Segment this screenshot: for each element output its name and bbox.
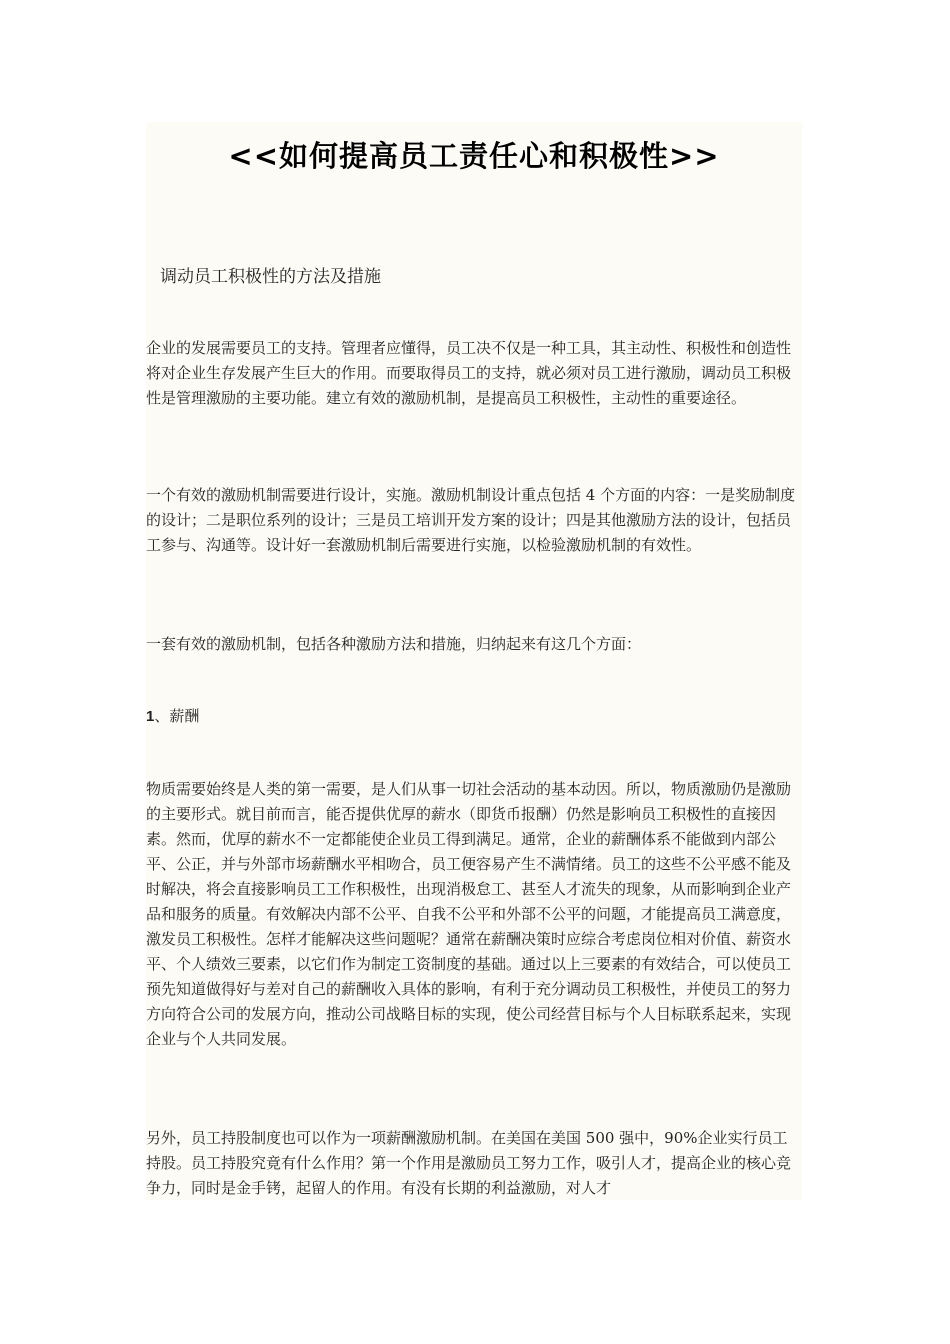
document-subtitle: 调动员工积极性的方法及措施 <box>160 267 381 287</box>
section-heading-salary <box>146 705 199 726</box>
paragraph-employee-stock-ownership: 另外，员工持股制度也可以作为一项薪酬激励机制。在美国在美国 500 强中，90%企业实行员工持股。员工持股究竟有什么作用？第一个作用是激励员工努力工作，吸引人才，提高企业的核心竞争力，同时是金手铐，起留人的作用。有没有长期的利益激励，对人才 <box>146 1129 792 1197</box>
section-separator: 、 <box>154 707 170 725</box>
section-number: 1 <box>146 708 155 725</box>
paragraph-intro: 企业的发展需要员工的支持。管理者应懂得，员工决不仅是一种工具，其主动性、积极性和创造性将对企业生存发展产生巨大的作用。而要取得员工的支持，就必须对员工进行激励，调动员工积极性是管理激励的主要功能。建立有效的激励机制，是提高员工积极性，主动性的重要途径。 <box>146 339 792 407</box>
paragraph-salary-material-needs: 物质需要始终是人类的第一需要，是人们从事一切社会活动的基本动因。所以，物质激励仍是激励的主要形式。就目前而言，能否提供优厚的薪水（即货币报酬）仍然是影响员工积极性的直接因素。然而，优厚的薪水不一定都能使企业员工得到满足。通常，企业的薪酬体系不能做到内部公平、公正，并与外部市场薪酬水平相吻合，员工便容易产生不满情绪。员工的这些不公平感不能及时解决，将会直接影响员工工作积极性，出现消极怠工、甚至人才流失的现象，从而影响到企业产品和服务的质量。有效解决内部不公平、自我不公平和外部不公平的问题，才能提高员工满意度，激发员工积极性。怎样才能解决这些问题呢？通常在薪酬决策时应综合考虑岗位相对价值、薪资水平、个人绩效三要素，以它们作为制定工资制度的基础。通过以上三要素的有效结合，可以使员工预先知道做得好与差对自己的薪酬收入具体的影响，有利于充分调动员工积极性，并使员工的努力方向符合公司的发展方向，推动公司战略目标的实现，使公司经营目标与个人目标联系起来，实现企业与个人共同发展。 <box>146 780 792 1048</box>
section-label: 薪酬 <box>169 707 200 725</box>
document-title: <<如何提高员工责任心和积极性>> <box>228 139 720 173</box>
paragraph-mechanism-design: 一个有效的激励机制需要进行设计，实施。激励机制设计重点包括 4 个方面的内容：一是奖励制度的设计；二是职位系列的设计；三是员工培训开发方案的设计；四是其他激励方法的设计，包括员工参与、沟通等。设计好一套激励机制后需要进行实施，以检验激励机制的有效性。 <box>146 486 796 554</box>
paragraph-mechanism-aspects: 一套有效的激励机制，包括各种激励方法和措施，归纳起来有这几个方面： <box>146 635 642 653</box>
